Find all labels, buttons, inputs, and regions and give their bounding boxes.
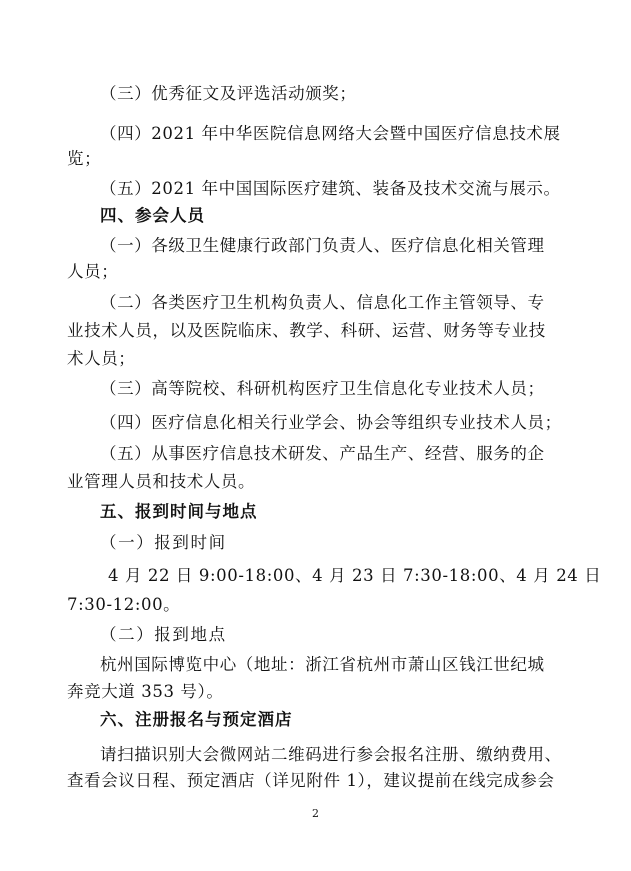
subheading-check-in-time: （一）报到时间 <box>100 533 227 552</box>
text-line-13: （五）从事医疗信息技术研发、产品生产、经营、服务的企 <box>100 444 545 463</box>
text-line-23: 请扫描识别大会微网站二维码进行参会报名注册、缴纳费用、 <box>100 745 562 764</box>
text-line-3: 览； <box>67 149 102 168</box>
text-line-4: （五）2021 年中国国际医疗建筑、装备及技术交流与展示。 <box>100 179 561 198</box>
text-line-6: （一）各级卫生健康行政部门负责人、医疗信息化相关管理 <box>100 236 545 255</box>
subheading-check-in-location: （二）报到地点 <box>100 625 227 644</box>
text-line-11: （三）高等院校、科研机构医疗卫生信息化专业技术人员； <box>100 379 545 398</box>
section-heading-6: 六、注册报名与预定酒店 <box>100 710 293 729</box>
text-line-14: 业管理人员和技术人员。 <box>67 472 256 491</box>
text-line-18: 7:30-12:00。 <box>67 595 181 614</box>
text-line-1: （三）优秀征文及评选活动颁奖； <box>100 84 357 103</box>
text-line-2: （四）2021 年中华医院信息网络大会暨中国医疗信息技术展 <box>100 124 561 143</box>
text-line-20: 杭州国际博览中心（地址：浙江省杭州市萧山区钱江世纪城 <box>100 655 545 674</box>
section-heading-5: 五、报到时间与地点 <box>100 502 258 521</box>
section-heading-4: 四、参会人员 <box>100 206 205 225</box>
text-line-24: 查看会议日程、预定酒店（详见附件 1），建议提前在线完成参会 <box>67 771 555 790</box>
text-line-17: 4 月 22 日 9:00-18:00、4 月 23 日 7:30-18:00、4 月 24 日 <box>108 566 602 585</box>
text-line-21: 奔竞大道 353 号）。 <box>67 682 224 701</box>
page-number: 2 <box>312 807 319 820</box>
text-line-9: 业技术人员，以及医院临床、教学、科研、运营、财务等专业技 <box>67 321 546 340</box>
text-line-8: （二）各类医疗卫生机构负责人、信息化工作主管领导、专 <box>100 293 545 312</box>
text-line-10: 术人员； <box>67 349 136 368</box>
text-line-12: （四）医疗信息化相关行业学会、协会等组织专业技术人员； <box>100 413 562 432</box>
text-line-7: 人员； <box>67 262 119 281</box>
